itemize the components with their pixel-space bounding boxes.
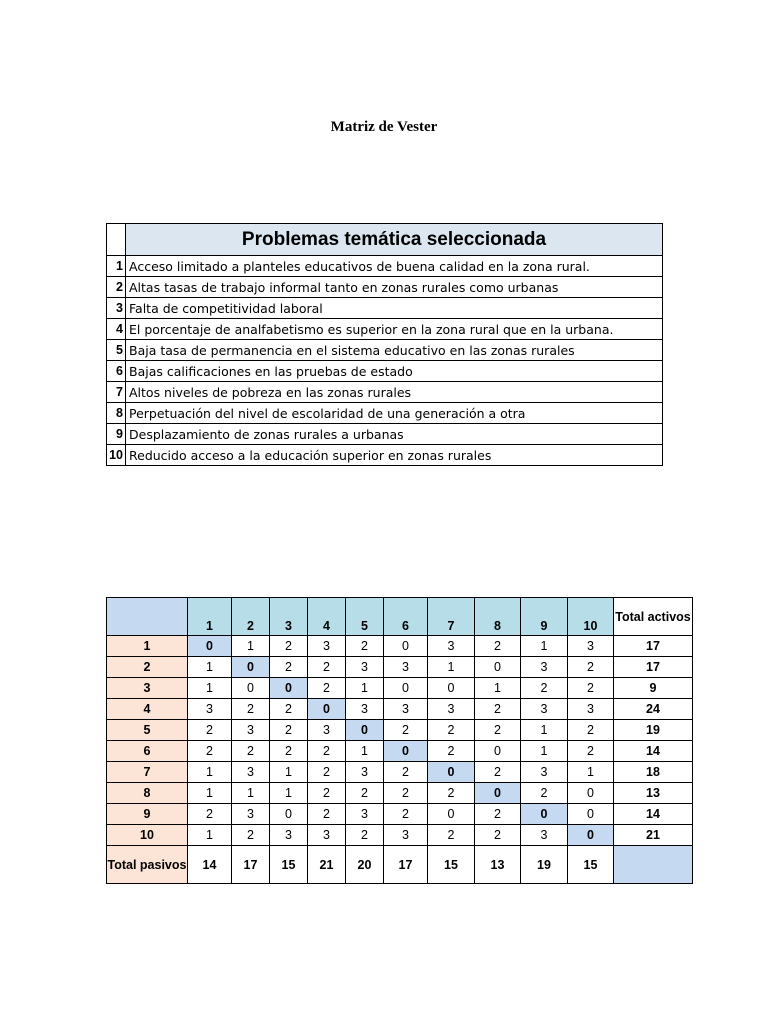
- matrix-cell: 2: [475, 699, 521, 720]
- matrix-cell: 2: [428, 783, 475, 804]
- matrix-cell: 0: [428, 678, 475, 699]
- matrix-column-header: 10: [568, 598, 614, 636]
- matrix-row-header: 9: [107, 804, 188, 825]
- matrix-cell: 2: [270, 699, 308, 720]
- matrix-cell: 2: [475, 636, 521, 657]
- matrix-row-header: 2: [107, 657, 188, 678]
- matrix-row-header: 3: [107, 678, 188, 699]
- matrix-column-header: 6: [384, 598, 428, 636]
- matrix-column-header: 4: [308, 598, 346, 636]
- problem-text: Baja tasa de permanencia en el sistema educativo en las zonas rurales: [126, 340, 663, 361]
- matrix-row: [107, 762, 693, 783]
- problem-row: [107, 340, 663, 361]
- total-pasivos-value: 17: [232, 846, 270, 884]
- matrix-cell: 0: [384, 678, 428, 699]
- matrix-cell: 1: [188, 657, 232, 678]
- matrix-cell: 2: [568, 741, 614, 762]
- total-activos-value: 9: [614, 678, 693, 699]
- matrix-cell: 2: [384, 783, 428, 804]
- problems-header-blank: [107, 224, 126, 256]
- problem-number: 5: [107, 340, 126, 361]
- total-activos-value: 19: [614, 720, 693, 741]
- matrix-diagonal-cell: 0: [308, 699, 346, 720]
- matrix-cell: 3: [270, 825, 308, 846]
- matrix-cell: 3: [346, 804, 384, 825]
- matrix-cell: 1: [346, 678, 384, 699]
- matrix-row: [107, 720, 693, 741]
- matrix-cell: 3: [384, 825, 428, 846]
- matrix-cell: 2: [346, 825, 384, 846]
- matrix-cell: 2: [270, 636, 308, 657]
- problems-table: [106, 223, 663, 466]
- matrix-cell: 2: [270, 657, 308, 678]
- matrix-cell: 1: [428, 657, 475, 678]
- matrix-cell: 2: [568, 678, 614, 699]
- matrix-cell: 2: [308, 762, 346, 783]
- matrix-row-header: 4: [107, 699, 188, 720]
- problem-text: Perpetuación del nivel de escolaridad de una generación a otra: [126, 403, 663, 424]
- matrix-cell: 2: [308, 678, 346, 699]
- matrix-row: [107, 825, 693, 846]
- matrix-cell: 3: [188, 699, 232, 720]
- matrix-cell: 2: [346, 636, 384, 657]
- matrix-cell: 1: [270, 762, 308, 783]
- problems-header: Problemas temática seleccionada: [126, 224, 663, 256]
- total-activos-header: Total activos: [614, 598, 693, 636]
- problem-text: Falta de competitividad laboral: [126, 298, 663, 319]
- total-pasivos-value: 15: [568, 846, 614, 884]
- total-activos-value: 21: [614, 825, 693, 846]
- matrix-cell: 0: [475, 657, 521, 678]
- matrix-diagonal-cell: 0: [384, 741, 428, 762]
- problem-row: [107, 319, 663, 340]
- matrix-corner: [107, 598, 188, 636]
- matrix-cell: 1: [188, 825, 232, 846]
- matrix-cell: 1: [232, 636, 270, 657]
- matrix-column-header: 7: [428, 598, 475, 636]
- matrix-diagonal-cell: 0: [568, 825, 614, 846]
- total-pasivos-value: 15: [270, 846, 308, 884]
- total-pasivos-row: [107, 846, 693, 884]
- matrix-cell: 2: [475, 720, 521, 741]
- problem-row: [107, 298, 663, 319]
- matrix-cell: 2: [346, 783, 384, 804]
- matrix-column-header: 2: [232, 598, 270, 636]
- problem-text: Reducido acceso a la educación superior en zonas rurales: [126, 445, 663, 466]
- matrix-cell: 1: [568, 762, 614, 783]
- problem-row: [107, 445, 663, 466]
- total-pasivos-value: 19: [521, 846, 568, 884]
- problem-text: Desplazamiento de zonas rurales a urbanas: [126, 424, 663, 445]
- page-title: Matriz de Vester: [330, 119, 438, 135]
- total-pasivos-value: 20: [346, 846, 384, 884]
- problem-row: [107, 361, 663, 382]
- problem-text: Bajas calificaciones en las pruebas de estado: [126, 361, 663, 382]
- matrix-cell: 2: [270, 720, 308, 741]
- matrix-cell: 0: [428, 804, 475, 825]
- matrix-cell: 3: [521, 825, 568, 846]
- matrix-cell: 2: [521, 678, 568, 699]
- matrix-column-header: 8: [475, 598, 521, 636]
- matrix-column-header: 9: [521, 598, 568, 636]
- problem-number: 3: [107, 298, 126, 319]
- matrix-cell: 2: [270, 741, 308, 762]
- matrix-cell: 3: [568, 699, 614, 720]
- matrix-cell: 2: [475, 825, 521, 846]
- matrix-cell: 1: [475, 678, 521, 699]
- matrix-row-header: 1: [107, 636, 188, 657]
- problem-number: 9: [107, 424, 126, 445]
- matrix-row-header: 8: [107, 783, 188, 804]
- matrix-diagonal-cell: 0: [428, 762, 475, 783]
- matrix-cell: 2: [428, 741, 475, 762]
- matrix-cell: 0: [568, 804, 614, 825]
- vester-matrix: [106, 597, 693, 884]
- matrix-column-header: 5: [346, 598, 384, 636]
- total-activos-value: 14: [614, 804, 693, 825]
- matrix-cell: 2: [384, 804, 428, 825]
- matrix-row-header: 6: [107, 741, 188, 762]
- matrix-cell: 1: [521, 636, 568, 657]
- matrix-bottom-right-blank: [614, 846, 693, 884]
- problem-number: 10: [107, 445, 126, 466]
- matrix-cell: 2: [568, 657, 614, 678]
- matrix-cell: 3: [346, 762, 384, 783]
- matrix-cell: 0: [384, 636, 428, 657]
- problem-row: [107, 256, 663, 277]
- matrix-cell: 1: [521, 741, 568, 762]
- problem-number: 4: [107, 319, 126, 340]
- matrix-diagonal-cell: 0: [188, 636, 232, 657]
- total-activos-value: 17: [614, 636, 693, 657]
- total-pasivos-value: 21: [308, 846, 346, 884]
- total-activos-value: 13: [614, 783, 693, 804]
- matrix-cell: 2: [308, 783, 346, 804]
- matrix-cell: 2: [475, 762, 521, 783]
- total-pasivos-value: 17: [384, 846, 428, 884]
- total-activos-value: 17: [614, 657, 693, 678]
- matrix-row: [107, 678, 693, 699]
- matrix-column-header: 1: [188, 598, 232, 636]
- matrix-row: [107, 699, 693, 720]
- matrix-cell: 1: [346, 741, 384, 762]
- problem-row: [107, 403, 663, 424]
- matrix-cell: 2: [188, 741, 232, 762]
- matrix-cell: 2: [308, 741, 346, 762]
- total-pasivos-value: 14: [188, 846, 232, 884]
- problem-number: 2: [107, 277, 126, 298]
- matrix-cell: 2: [521, 783, 568, 804]
- matrix-row: [107, 636, 693, 657]
- matrix-cell: 3: [346, 699, 384, 720]
- matrix-diagonal-cell: 0: [346, 720, 384, 741]
- matrix-cell: 2: [475, 804, 521, 825]
- matrix-row: [107, 657, 693, 678]
- matrix-cell: 3: [384, 657, 428, 678]
- matrix-cell: 3: [308, 825, 346, 846]
- matrix-cell: 3: [521, 762, 568, 783]
- matrix-cell: 2: [232, 825, 270, 846]
- matrix-row-header: 5: [107, 720, 188, 741]
- matrix-cell: 1: [188, 762, 232, 783]
- matrix-row-header: 10: [107, 825, 188, 846]
- matrix-column-header: 3: [270, 598, 308, 636]
- matrix-cell: 3: [232, 720, 270, 741]
- matrix-cell: 2: [428, 825, 475, 846]
- matrix-row: [107, 741, 693, 762]
- matrix-cell: 3: [521, 699, 568, 720]
- matrix-cell: 3: [521, 657, 568, 678]
- matrix-cell: 1: [188, 678, 232, 699]
- matrix-cell: 3: [232, 762, 270, 783]
- matrix-cell: 0: [232, 678, 270, 699]
- total-pasivos-label: Total pasivos: [107, 846, 188, 884]
- problem-number: 1: [107, 256, 126, 277]
- matrix-cell: 3: [308, 720, 346, 741]
- matrix-cell: 2: [308, 804, 346, 825]
- matrix-cell: 2: [384, 720, 428, 741]
- matrix-cell: 3: [346, 657, 384, 678]
- matrix-cell: 3: [232, 804, 270, 825]
- problems-header-row: [107, 224, 663, 256]
- matrix-header-row: [107, 598, 693, 636]
- matrix-cell: 2: [232, 741, 270, 762]
- problem-text: Acceso limitado a planteles educativos de buena calidad en la zona rural.: [126, 256, 663, 277]
- problem-text: Altas tasas de trabajo informal tanto en zonas rurales como urbanas: [126, 277, 663, 298]
- matrix-cell: 2: [568, 720, 614, 741]
- matrix-cell: 2: [384, 762, 428, 783]
- total-activos-value: 18: [614, 762, 693, 783]
- total-pasivos-value: 13: [475, 846, 521, 884]
- matrix-cell: 0: [475, 741, 521, 762]
- problem-text: El porcentaje de analfabetismo es superior en la zona rural que en la urbana.: [126, 319, 663, 340]
- total-pasivos-value: 15: [428, 846, 475, 884]
- matrix-cell: 2: [308, 657, 346, 678]
- problem-row: [107, 277, 663, 298]
- problem-number: 6: [107, 361, 126, 382]
- matrix-cell: 2: [188, 804, 232, 825]
- matrix-cell: 2: [232, 699, 270, 720]
- matrix-cell: 0: [270, 804, 308, 825]
- matrix-cell: 1: [188, 783, 232, 804]
- matrix-diagonal-cell: 0: [475, 783, 521, 804]
- problem-row: [107, 424, 663, 445]
- total-activos-value: 24: [614, 699, 693, 720]
- matrix-cell: 2: [188, 720, 232, 741]
- matrix-cell: 1: [232, 783, 270, 804]
- matrix-diagonal-cell: 0: [521, 804, 568, 825]
- matrix-cell: 0: [568, 783, 614, 804]
- matrix-cell: 3: [428, 699, 475, 720]
- matrix-diagonal-cell: 0: [232, 657, 270, 678]
- matrix-cell: 3: [384, 699, 428, 720]
- matrix-cell: 1: [270, 783, 308, 804]
- matrix-cell: 3: [308, 636, 346, 657]
- matrix-row: [107, 804, 693, 825]
- problem-text: Altos niveles de pobreza en las zonas rurales: [126, 382, 663, 403]
- matrix-diagonal-cell: 0: [270, 678, 308, 699]
- problem-number: 7: [107, 382, 126, 403]
- matrix-cell: 3: [428, 636, 475, 657]
- matrix-row: [107, 783, 693, 804]
- matrix-row-header: 7: [107, 762, 188, 783]
- problem-number: 8: [107, 403, 126, 424]
- problem-row: [107, 382, 663, 403]
- total-activos-value: 14: [614, 741, 693, 762]
- matrix-cell: 3: [568, 636, 614, 657]
- matrix-cell: 1: [521, 720, 568, 741]
- matrix-cell: 2: [428, 720, 475, 741]
